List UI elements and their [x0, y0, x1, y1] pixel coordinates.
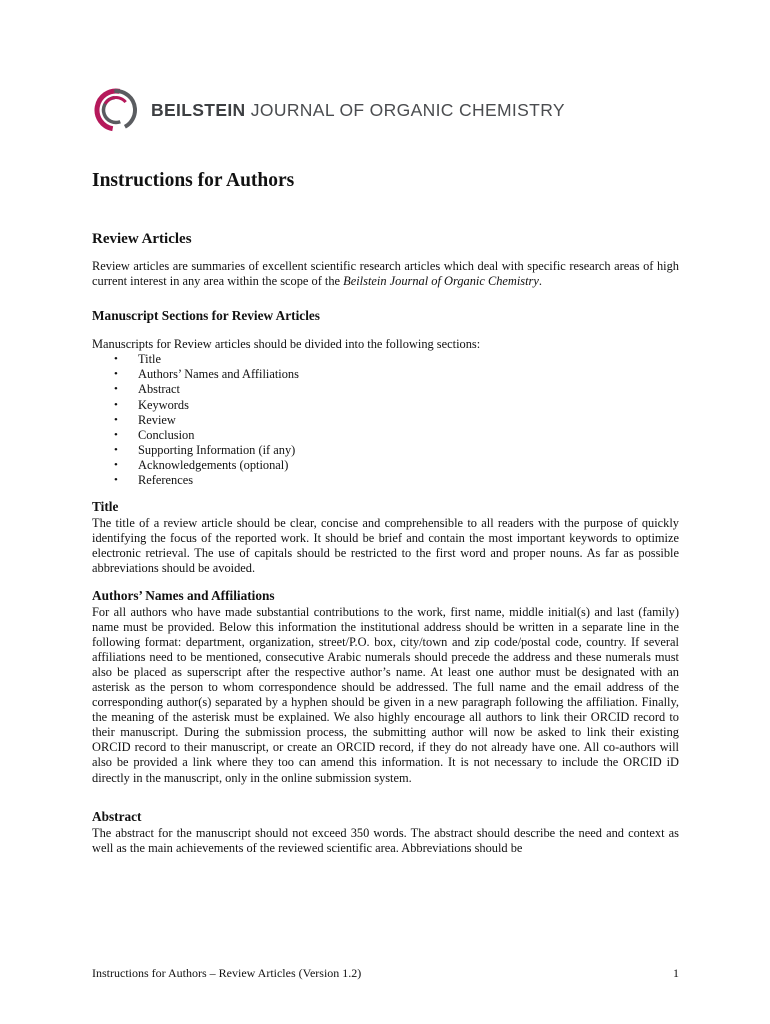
abstract-paragraph: The abstract for the manuscript should not exceed 350 words. The abstract should describe the need and context as well as the main achievements of the reviewed scientific area. Abbreviations should be [92, 825, 679, 855]
document-body [92, 168, 679, 856]
section-title: Review Articles [92, 231, 192, 247]
beilstein-ring-logo-icon [92, 86, 140, 134]
footer-text: Instructions for Authors – Review Articles (Version 1.2) [92, 966, 362, 980]
journal-name-bold: BEILSTEIN [151, 99, 246, 120]
journal-name-italic: Beilstein Journal of Organic Chemistry [343, 274, 539, 289]
page-footer [92, 966, 679, 981]
list-item: • Conclusion [92, 428, 679, 443]
list-item: • Keywords [92, 398, 679, 413]
sections-list [92, 352, 679, 488]
list-item: • Abstract [92, 382, 679, 397]
title-heading: Title [92, 499, 119, 515]
journal-name-rest: JOURNAL OF ORGANIC CHEMISTRY [250, 99, 565, 120]
intro-paragraph [92, 259, 679, 289]
list-item: • Acknowledgements (optional) [92, 458, 679, 473]
journal-name [151, 100, 565, 121]
sections-intro: Manuscripts for Review articles should be divided into the following sections: [92, 337, 481, 352]
list-item: • Review [92, 413, 679, 428]
page-number: 1 [673, 966, 679, 980]
intro-period: . [538, 274, 542, 289]
authors-paragraph: For all authors who have made substantial contributions to the work, first name, middle initial(s) and last (family) name must be provided. Below this information the institutional address should be written in a separate line in the following format: department, organization, street/P.O. box, city/town and zip code/postal code, country. If several affiliations need to be mentioned, consecutive Arabic numerals should precede the address and these numerals must also be placed as superscript after the respective author’s name. At least one author must be designated with an asterisk as the person to whom correspondence should be addressed. The full name and the email address of the corresponding author(s) separated by a hyphen should be given in a new paragraph following the affiliation. Finally, the meaning of the asterisk must be explained. We also highly encourage all authors to link their ORCID record to their manuscript. During the submission process, the submitting author will now be asked to link their existing ORCID record to their manuscript, or create an ORCID record, if they do not already have one. All co-authors will also be provided a link where they too can amend this information. It is not necessary to include the ORCID iD directly in the manuscript, only in the online submission system. [92, 604, 679, 785]
title-paragraph: The title of a review article should be clear, concise and comprehensible to all readers with the purpose of quickly identifying the focus of the reported work. It should be brief and contain the most important keywords to optimize electronic retrieval. The use of capitals should be restricted to the first word and proper nouns. As far as possible abbreviations should be avoided. [92, 516, 679, 576]
list-item: • Supporting Information (if any) [92, 443, 679, 458]
list-item: • Title [92, 352, 679, 367]
abstract-heading: Abstract [92, 808, 142, 824]
list-item: • Authors’ Names and Affiliations [92, 367, 679, 382]
intro-text: Review articles are summaries of excellent scientific research articles which deal with specific research areas of high current interest in any area within the scope of the [92, 259, 679, 289]
authors-heading: Authors’ Names and Affiliations [92, 587, 275, 603]
list-item: • References [92, 473, 679, 488]
sections-heading: Manuscript Sections for Review Articles [92, 308, 320, 324]
journal-logo [92, 86, 565, 134]
document-title: Instructions for Authors [92, 170, 295, 191]
